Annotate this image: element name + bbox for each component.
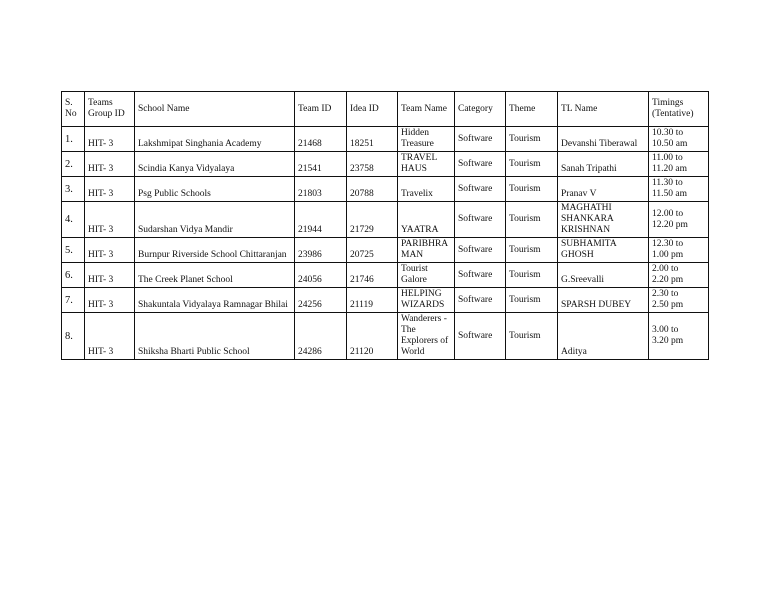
cell-sno: 6. [62, 263, 85, 288]
cell-category: Software [455, 263, 506, 288]
cell-team-name: Tourist Galore [398, 263, 455, 288]
cell-group: HIT- 3 [85, 177, 135, 202]
cell-sno: 8. [62, 313, 85, 360]
cell-theme: Tourism [506, 177, 558, 202]
table-row [62, 177, 709, 202]
team-schedule-table [61, 91, 709, 360]
cell-team-name: Hidden Treasure [398, 127, 455, 152]
table-row [62, 313, 709, 360]
cell-timings: 11.00 to 11.20 am [649, 152, 709, 177]
cell-category: Software [455, 238, 506, 263]
cell-group: HIT- 3 [85, 238, 135, 263]
cell-theme: Tourism [506, 263, 558, 288]
cell-category: Software [455, 127, 506, 152]
cell-theme: Tourism [506, 202, 558, 238]
cell-idea-id: 21119 [347, 288, 398, 313]
cell-team-name: Wanderers - The Explorers of World [398, 313, 455, 360]
cell-tl-name: Aditya [558, 313, 649, 360]
header-category: Category [455, 92, 506, 127]
cell-idea-id: 21120 [347, 313, 398, 360]
table-row [62, 288, 709, 313]
cell-idea-id: 23758 [347, 152, 398, 177]
cell-team-name: TRAVEL HAUS [398, 152, 455, 177]
cell-timings: 3.00 to 3.20 pm [649, 313, 709, 360]
cell-idea-id: 21729 [347, 202, 398, 238]
header-row [62, 92, 709, 127]
table-row [62, 238, 709, 263]
cell-category: Software [455, 152, 506, 177]
cell-school: Psg Public Schools [135, 177, 295, 202]
cell-theme: Tourism [506, 313, 558, 360]
cell-group: HIT- 3 [85, 202, 135, 238]
header-sno: S. No [62, 92, 85, 127]
cell-idea-id: 20788 [347, 177, 398, 202]
cell-team-id: 23986 [295, 238, 347, 263]
cell-school: Shakuntala Vidyalaya Ramnagar Bhilai [135, 288, 295, 313]
cell-category: Software [455, 288, 506, 313]
cell-sno: 7. [62, 288, 85, 313]
cell-idea-id: 18251 [347, 127, 398, 152]
cell-tl-name: G.Sreevalli [558, 263, 649, 288]
cell-timings: 11.30 to 11.50 am [649, 177, 709, 202]
header-team-name: Team Name [398, 92, 455, 127]
cell-idea-id: 21746 [347, 263, 398, 288]
cell-timings: 12.00 to 12.20 pm [649, 202, 709, 238]
cell-school: Scindia Kanya Vidyalaya [135, 152, 295, 177]
header-timings: Timings (Tentative) [649, 92, 709, 127]
cell-school: Lakshmipat Singhania Academy [135, 127, 295, 152]
table-row [62, 263, 709, 288]
cell-timings: 2.30 to 2.50 pm [649, 288, 709, 313]
cell-timings: 10.30 to 10.50 am [649, 127, 709, 152]
cell-sno: 1. [62, 127, 85, 152]
cell-group: HIT- 3 [85, 288, 135, 313]
cell-theme: Tourism [506, 238, 558, 263]
cell-timings: 12.30 to 1.00 pm [649, 238, 709, 263]
cell-team-id: 21468 [295, 127, 347, 152]
cell-team-id: 21944 [295, 202, 347, 238]
cell-school: Shiksha Bharti Public School [135, 313, 295, 360]
cell-category: Software [455, 313, 506, 360]
cell-theme: Tourism [506, 127, 558, 152]
cell-idea-id: 20725 [347, 238, 398, 263]
cell-team-id: 24056 [295, 263, 347, 288]
header-team-id: Team ID [295, 92, 347, 127]
cell-school: The Creek Planet School [135, 263, 295, 288]
cell-team-id: 24286 [295, 313, 347, 360]
cell-tl-name: Sanah Tripathi [558, 152, 649, 177]
cell-sno: 4. [62, 202, 85, 238]
cell-group: HIT- 3 [85, 313, 135, 360]
table-row [62, 127, 709, 152]
header-school: School Name [135, 92, 295, 127]
cell-theme: Tourism [506, 288, 558, 313]
header-group: Teams Group ID [85, 92, 135, 127]
cell-school: Burnpur Riverside School Chittaranjan [135, 238, 295, 263]
header-tl-name: TL Name [558, 92, 649, 127]
cell-group: HIT- 3 [85, 152, 135, 177]
cell-team-name: YAATRA [398, 202, 455, 238]
cell-category: Software [455, 177, 506, 202]
cell-tl-name: SUBHAMITA GHOSH [558, 238, 649, 263]
cell-team-name: PARIBHRAMAN [398, 238, 455, 263]
cell-sno: 3. [62, 177, 85, 202]
cell-sno: 5. [62, 238, 85, 263]
table-row [62, 202, 709, 238]
cell-team-id: 21803 [295, 177, 347, 202]
cell-school: Sudarshan Vidya Mandir [135, 202, 295, 238]
cell-timings: 2.00 to 2.20 pm [649, 263, 709, 288]
cell-team-id: 24256 [295, 288, 347, 313]
cell-tl-name: SPARSH DUBEY [558, 288, 649, 313]
table-row [62, 152, 709, 177]
cell-category: Software [455, 202, 506, 238]
cell-group: HIT- 3 [85, 263, 135, 288]
cell-team-name: HELPING WIZARDS [398, 288, 455, 313]
cell-tl-name: MAGHATHI SHANKARA KRISHNAN [558, 202, 649, 238]
cell-team-name: Travelix [398, 177, 455, 202]
cell-theme: Tourism [506, 152, 558, 177]
header-idea-id: Idea ID [347, 92, 398, 127]
cell-team-id: 21541 [295, 152, 347, 177]
cell-group: HIT- 3 [85, 127, 135, 152]
header-theme: Theme [506, 92, 558, 127]
cell-tl-name: Pranav V [558, 177, 649, 202]
cell-sno: 2. [62, 152, 85, 177]
cell-tl-name: Devanshi Tiberawal [558, 127, 649, 152]
